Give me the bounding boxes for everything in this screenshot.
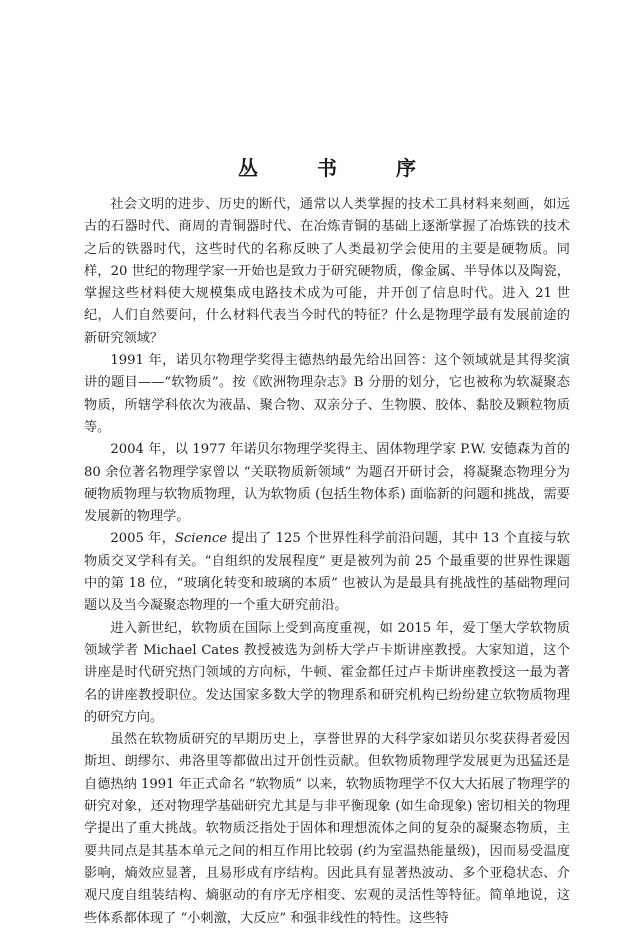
- paragraph-text: 进入新世纪，软物质在国际上受到高度重视，如 2015 年，爱丁堡大学软物质领域学者 Michael Cates 教授被选为剑桥大学卢卡斯讲座教授。大家知道，这个讲座是时代研究热门领域的方向标，牛顿、霍金都任过卢卡斯讲座教授这一最为著名的讲座教授职位。发达国家多数大学的物理系和研究机构已纷纷建立软物质物理的研究方向。: [84, 620, 570, 725]
- paragraph-text: 1991 年，诺贝尔物理学奖得主德热纳最先给出回答：这个领域就是其得奖演讲的题目——“软物质”。按《欧洲物理杂志》B 分册的划分，它也被称为软凝聚态物质，所辖学科依次为液晶、聚合物、双亲分子、生物膜、胶体、黏胶及颗粒物质等。: [84, 353, 570, 435]
- paragraph-text: 社会文明的进步、历史的断代，通常以人类掌握的技术工具材料来刻画，如远古的石器时代、商周的青铜器时代、在冶炼青铜的基础上逐渐掌握了冶炼铁的技术之后的铁器时代，这些时代的名称反映了人类最初学会使用的主要是硬物质。同样，20 世纪的物理学家一开始也是致力于研究硬物质，像金属、半导体以及陶瓷，掌握这些材料使大规模集成电路技术成为可能，并开创了信息时代。进入 21 世纪，人们自然要问，什么材料代表当今时代的特征？什么是物理学最有发展前途的新研究领域？: [84, 197, 570, 346]
- journal-name-science: Science: [174, 531, 228, 547]
- paragraph-1: [84, 194, 570, 350]
- paragraph-text: 提出了 125 个世界性科学前沿问题，其中 13 个直接与软物质交叉学科有关。“自组织的发展程度” 更是被列为前 25 个最重要的世界性课题中的第 18 位，“玻璃化转变和玻璃的本质” 也被认为是最具有挑战性的基础物理问题以及当今凝聚态物理的一个重大研究前沿。: [84, 531, 570, 614]
- paragraph-2: [84, 350, 570, 439]
- paragraph-prefix: 2005 年，: [110, 531, 175, 547]
- document-body: [84, 194, 570, 930]
- document-page: [84, 0, 570, 930]
- paragraph-text: 2004 年，以 1977 年诺贝尔物理学奖得主、固体物理学家 P.W. 安德森为首的 80 余位著名物理学家曾以 “关联物质新领域” 为题召开研讨会，将凝聚态物理分为硬物质物理与软物质物理，认为软物质 (包括生物体系) 面临新的问题和挑战，需要发展新的物理学。: [84, 442, 570, 525]
- paragraph-4: [84, 528, 570, 617]
- page-title: 丛 书 序: [238, 156, 442, 180]
- paragraph-text: 虽然在软物质研究的早期历史上，享誉世界的大科学家如诺贝尔奖获得者爱因斯坦、朗缪尔、弗洛里等都做出过开创性贡献。但软物质物理学发展更为迅猛还是自德热纳 1991 年正式命名 “软物质” 以来，软物质物理学不仅大大拓展了物理学的研究对象，还对物理学基础研究尤其是与非平衡现象 (如生命现象) 密切相关的物理学提出了重大挑战。软物质泛指处于固体和理想流体之间的复杂的凝聚态物质，主要共同点是其基本单元之间的相互作用比较弱 (约为室温热能量级)，因而易受温度影响，熵效应显著，且易形成有序结构。因此具有显著热波动、多个亚稳状态、介观尺度自组装结构、熵驱动的有序无序相变、宏观的灵活性等特征。简单地说，这些体系都体现了 “小刺激，大反应” 和强非线性的特性。这些特: [84, 732, 570, 926]
- paragraph-3: [84, 439, 570, 528]
- paragraph-6: [84, 729, 570, 930]
- paragraph-5: [84, 618, 570, 729]
